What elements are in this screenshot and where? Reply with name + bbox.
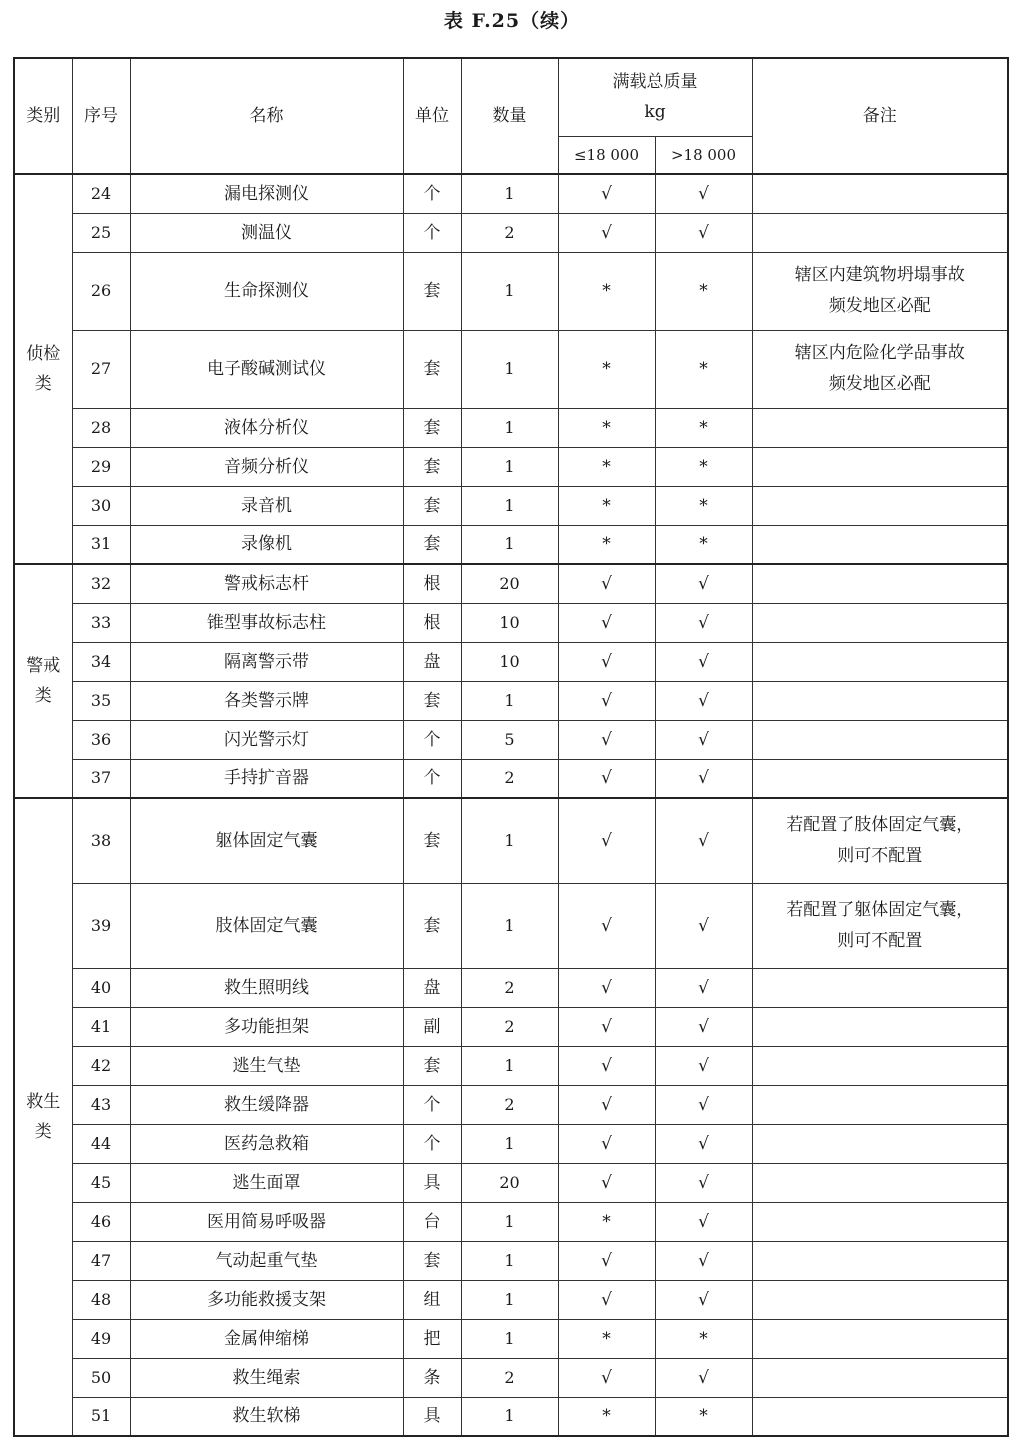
header-seq: 序号 <box>72 58 130 174</box>
note-cell <box>752 1358 1008 1397</box>
unit-cell: 套 <box>403 883 461 968</box>
seq-cell: 50 <box>72 1358 130 1397</box>
mass-le-cell: √ <box>558 642 655 681</box>
unit-cell: 具 <box>403 1397 461 1436</box>
note-cell <box>752 1202 1008 1241</box>
mass-gt-cell: * <box>655 447 752 486</box>
name-cell: 救生缓降器 <box>130 1085 403 1124</box>
mass-le-cell: √ <box>558 720 655 759</box>
mass-gt-cell: √ <box>655 564 752 603</box>
qty-cell: 1 <box>461 1319 558 1358</box>
mass-le-cell: √ <box>558 968 655 1007</box>
seq-cell: 47 <box>72 1241 130 1280</box>
qty-cell: 5 <box>461 720 558 759</box>
unit-cell: 套 <box>403 798 461 883</box>
table-row <box>14 525 1008 564</box>
header-category: 类别 <box>14 58 72 174</box>
unit-cell: 条 <box>403 1358 461 1397</box>
name-cell: 音频分析仪 <box>130 447 403 486</box>
seq-cell: 34 <box>72 642 130 681</box>
note-cell <box>752 681 1008 720</box>
unit-cell: 个 <box>403 174 461 213</box>
note-cell <box>752 968 1008 1007</box>
seq-cell: 43 <box>72 1085 130 1124</box>
note-cell <box>752 1319 1008 1358</box>
mass-gt-cell: √ <box>655 213 752 252</box>
name-cell: 闪光警示灯 <box>130 720 403 759</box>
seq-cell: 36 <box>72 720 130 759</box>
header-mass-gt: >18 000 <box>655 136 752 174</box>
seq-cell: 31 <box>72 525 130 564</box>
qty-cell: 1 <box>461 883 558 968</box>
seq-cell: 41 <box>72 1007 130 1046</box>
note-cell <box>752 447 1008 486</box>
note-cell <box>752 1124 1008 1163</box>
table-row <box>14 681 1008 720</box>
mass-le-cell: √ <box>558 1085 655 1124</box>
note-line: 则可不配置 <box>837 845 923 866</box>
note-cell <box>752 213 1008 252</box>
mass-le-cell: √ <box>558 1358 655 1397</box>
mass-gt-cell: √ <box>655 681 752 720</box>
table-row <box>14 968 1008 1007</box>
seq-cell: 48 <box>72 1280 130 1319</box>
mass-gt-cell: √ <box>655 883 752 968</box>
unit-cell: 台 <box>403 1202 461 1241</box>
unit-cell: 个 <box>403 759 461 798</box>
name-cell: 医药急救箱 <box>130 1124 403 1163</box>
qty-cell: 1 <box>461 1397 558 1436</box>
mass-gt-cell: √ <box>655 1358 752 1397</box>
seq-cell: 51 <box>72 1397 130 1436</box>
table-row <box>14 883 1008 968</box>
header-mass-unit: kg <box>644 102 666 123</box>
name-cell: 液体分析仪 <box>130 408 403 447</box>
mass-le-cell: √ <box>558 174 655 213</box>
qty-cell: 1 <box>461 486 558 525</box>
name-cell: 隔离警示带 <box>130 642 403 681</box>
name-cell: 录像机 <box>130 525 403 564</box>
mass-gt-cell: * <box>655 252 752 330</box>
mass-le-cell: √ <box>558 564 655 603</box>
table-row <box>14 759 1008 798</box>
seq-cell: 45 <box>72 1163 130 1202</box>
note-line: 若配置了躯体固定气囊， <box>786 899 974 920</box>
qty-cell: 10 <box>461 603 558 642</box>
name-cell: 测温仪 <box>130 213 403 252</box>
seq-cell: 42 <box>72 1046 130 1085</box>
mass-gt-cell: √ <box>655 759 752 798</box>
category-label-suffix: 类 <box>34 686 52 706</box>
unit-cell: 盘 <box>403 968 461 1007</box>
table-body <box>14 174 1008 1436</box>
seq-cell: 33 <box>72 603 130 642</box>
mass-gt-cell: * <box>655 1397 752 1436</box>
note-cell <box>752 759 1008 798</box>
note-cell <box>752 1397 1008 1436</box>
table-title: 表 F.25（续） <box>443 10 581 32</box>
note-line: 若配置了肢体固定气囊， <box>786 814 974 835</box>
note-cell <box>752 1163 1008 1202</box>
qty-cell: 1 <box>461 1202 558 1241</box>
mass-le-cell: * <box>558 1319 655 1358</box>
seq-cell: 39 <box>72 883 130 968</box>
mass-le-cell: √ <box>558 603 655 642</box>
seq-cell: 32 <box>72 564 130 603</box>
qty-cell: 1 <box>461 252 558 330</box>
note-cell <box>752 720 1008 759</box>
name-cell: 肢体固定气囊 <box>130 883 403 968</box>
table-row <box>14 213 1008 252</box>
table-row <box>14 1241 1008 1280</box>
category-label: 警戒 <box>26 656 61 676</box>
unit-cell: 把 <box>403 1319 461 1358</box>
note-line: 则可不配置 <box>837 930 923 951</box>
mass-le-cell: √ <box>558 213 655 252</box>
name-cell: 多功能担架 <box>130 1007 403 1046</box>
note-cell <box>752 330 1008 408</box>
unit-cell: 套 <box>403 330 461 408</box>
category-cell <box>14 798 72 1436</box>
header-mass <box>558 58 752 136</box>
mass-gt-cell: √ <box>655 1241 752 1280</box>
table-row <box>14 1319 1008 1358</box>
qty-cell: 2 <box>461 1358 558 1397</box>
mass-le-cell: √ <box>558 1007 655 1046</box>
equipment-table <box>13 57 1009 1437</box>
mass-gt-cell: √ <box>655 1124 752 1163</box>
qty-cell: 20 <box>461 564 558 603</box>
note-line: 频发地区必配 <box>828 374 931 394</box>
name-cell: 电子酸碱测试仪 <box>130 330 403 408</box>
table-row <box>14 798 1008 883</box>
qty-cell: 1 <box>461 330 558 408</box>
mass-le-cell: √ <box>558 1046 655 1085</box>
unit-cell: 根 <box>403 603 461 642</box>
table-row <box>14 720 1008 759</box>
mass-gt-cell: √ <box>655 603 752 642</box>
note-cell <box>752 564 1008 603</box>
unit-cell: 套 <box>403 1241 461 1280</box>
note-line: 辖区内建筑物坍塌事故 <box>794 265 965 285</box>
note-cell <box>752 1046 1008 1085</box>
mass-gt-cell: √ <box>655 642 752 681</box>
seq-cell: 30 <box>72 486 130 525</box>
name-cell: 躯体固定气囊 <box>130 798 403 883</box>
seq-cell: 46 <box>72 1202 130 1241</box>
unit-cell: 套 <box>403 1046 461 1085</box>
mass-le-cell: √ <box>558 1163 655 1202</box>
mass-le-cell: √ <box>558 1124 655 1163</box>
unit-cell: 组 <box>403 1280 461 1319</box>
name-cell: 救生照明线 <box>130 968 403 1007</box>
seq-cell: 35 <box>72 681 130 720</box>
note-cell <box>752 252 1008 330</box>
note-line: 辖区内危险化学品事故 <box>794 343 965 363</box>
note-cell <box>752 1241 1008 1280</box>
unit-cell: 个 <box>403 1124 461 1163</box>
qty-cell: 2 <box>461 1007 558 1046</box>
name-cell: 警戒标志杆 <box>130 564 403 603</box>
qty-cell: 1 <box>461 525 558 564</box>
table-row <box>14 408 1008 447</box>
category-cell <box>14 174 72 564</box>
header-note: 备注 <box>752 58 1008 174</box>
qty-cell: 1 <box>461 1124 558 1163</box>
mass-le-cell: * <box>558 408 655 447</box>
name-cell: 各类警示牌 <box>130 681 403 720</box>
unit-cell: 副 <box>403 1007 461 1046</box>
seq-cell: 38 <box>72 798 130 883</box>
note-cell <box>752 1085 1008 1124</box>
unit-cell: 套 <box>403 525 461 564</box>
mass-gt-cell: * <box>655 408 752 447</box>
mass-gt-cell: √ <box>655 1163 752 1202</box>
mass-le-cell: √ <box>558 759 655 798</box>
seq-cell: 40 <box>72 968 130 1007</box>
mass-le-cell: √ <box>558 798 655 883</box>
note-cell <box>752 408 1008 447</box>
mass-le-cell: * <box>558 330 655 408</box>
name-cell: 医用简易呼吸器 <box>130 1202 403 1241</box>
qty-cell: 10 <box>461 642 558 681</box>
note-cell <box>752 1280 1008 1319</box>
qty-cell: 1 <box>461 1280 558 1319</box>
name-cell: 生命探测仪 <box>130 252 403 330</box>
qty-cell: 2 <box>461 759 558 798</box>
seq-cell: 27 <box>72 330 130 408</box>
category-label: 侦检 <box>26 344 61 364</box>
mass-le-cell: √ <box>558 1241 655 1280</box>
seq-cell: 29 <box>72 447 130 486</box>
name-cell: 救生绳索 <box>130 1358 403 1397</box>
note-cell <box>752 486 1008 525</box>
qty-cell: 1 <box>461 798 558 883</box>
header-qty: 数量 <box>461 58 558 174</box>
note-cell <box>752 798 1008 883</box>
table-row <box>14 252 1008 330</box>
name-cell: 气动起重气垫 <box>130 1241 403 1280</box>
mass-le-cell: √ <box>558 1280 655 1319</box>
table-row <box>14 174 1008 213</box>
unit-cell: 盘 <box>403 642 461 681</box>
qty-cell: 1 <box>461 1241 558 1280</box>
unit-cell: 套 <box>403 408 461 447</box>
name-cell: 漏电探测仪 <box>130 174 403 213</box>
qty-cell: 1 <box>461 174 558 213</box>
unit-cell: 个 <box>403 720 461 759</box>
seq-cell: 49 <box>72 1319 130 1358</box>
table-row <box>14 603 1008 642</box>
name-cell: 录音机 <box>130 486 403 525</box>
qty-cell: 1 <box>461 1046 558 1085</box>
table-row <box>14 1397 1008 1436</box>
mass-gt-cell: * <box>655 486 752 525</box>
note-cell <box>752 642 1008 681</box>
qty-cell: 1 <box>461 408 558 447</box>
table-header <box>14 58 1008 174</box>
table-row <box>14 1046 1008 1085</box>
mass-gt-cell: * <box>655 1319 752 1358</box>
note-cell <box>752 1007 1008 1046</box>
mass-le-cell: √ <box>558 883 655 968</box>
name-cell: 锥型事故标志柱 <box>130 603 403 642</box>
note-cell <box>752 883 1008 968</box>
table-row <box>14 1202 1008 1241</box>
header-mass-le: ≤18 000 <box>558 136 655 174</box>
table-row <box>14 486 1008 525</box>
mass-gt-cell: √ <box>655 798 752 883</box>
table-row <box>14 1163 1008 1202</box>
mass-gt-cell: * <box>655 330 752 408</box>
unit-cell: 套 <box>403 486 461 525</box>
name-cell: 逃生面罩 <box>130 1163 403 1202</box>
table-row <box>14 564 1008 603</box>
unit-cell: 套 <box>403 252 461 330</box>
name-cell: 金属伸缩梯 <box>130 1319 403 1358</box>
table-row <box>14 1358 1008 1397</box>
mass-gt-cell: √ <box>655 1007 752 1046</box>
mass-le-cell: * <box>558 1202 655 1241</box>
header-name: 名称 <box>130 58 403 174</box>
unit-cell: 个 <box>403 213 461 252</box>
note-cell <box>752 174 1008 213</box>
seq-cell: 28 <box>72 408 130 447</box>
seq-cell: 26 <box>72 252 130 330</box>
category-label-suffix: 类 <box>34 1122 52 1142</box>
table-row <box>14 1280 1008 1319</box>
qty-cell: 2 <box>461 1085 558 1124</box>
mass-le-cell: * <box>558 447 655 486</box>
unit-cell: 套 <box>403 681 461 720</box>
header-unit: 单位 <box>403 58 461 174</box>
category-label-suffix: 类 <box>34 374 52 394</box>
header-mass-label: 满载总质量 <box>612 72 698 93</box>
table-row <box>14 1085 1008 1124</box>
name-cell: 逃生气垫 <box>130 1046 403 1085</box>
mass-gt-cell: √ <box>655 1046 752 1085</box>
qty-cell: 20 <box>461 1163 558 1202</box>
name-cell: 多功能救援支架 <box>130 1280 403 1319</box>
category-cell <box>14 564 72 798</box>
mass-le-cell: * <box>558 1397 655 1436</box>
note-cell <box>752 603 1008 642</box>
mass-gt-cell: √ <box>655 1085 752 1124</box>
unit-cell: 具 <box>403 1163 461 1202</box>
qty-cell: 2 <box>461 213 558 252</box>
mass-le-cell: * <box>558 525 655 564</box>
note-line: 频发地区必配 <box>828 296 931 316</box>
seq-cell: 44 <box>72 1124 130 1163</box>
seq-cell: 25 <box>72 213 130 252</box>
mass-gt-cell: √ <box>655 1280 752 1319</box>
note-cell <box>752 525 1008 564</box>
table-row <box>14 447 1008 486</box>
mass-gt-cell: √ <box>655 1202 752 1241</box>
unit-cell: 个 <box>403 1085 461 1124</box>
unit-cell: 根 <box>403 564 461 603</box>
qty-cell: 1 <box>461 447 558 486</box>
mass-gt-cell: √ <box>655 720 752 759</box>
mass-le-cell: * <box>558 252 655 330</box>
table-row <box>14 1124 1008 1163</box>
unit-cell: 套 <box>403 447 461 486</box>
name-cell: 手持扩音器 <box>130 759 403 798</box>
seq-cell: 37 <box>72 759 130 798</box>
table-row <box>14 330 1008 408</box>
category-label: 救生 <box>26 1092 61 1112</box>
mass-le-cell: √ <box>558 681 655 720</box>
table-row <box>14 1007 1008 1046</box>
table-row <box>14 642 1008 681</box>
mass-gt-cell: √ <box>655 968 752 1007</box>
mass-le-cell: * <box>558 486 655 525</box>
name-cell: 救生软梯 <box>130 1397 403 1436</box>
qty-cell: 1 <box>461 681 558 720</box>
qty-cell: 2 <box>461 968 558 1007</box>
seq-cell: 24 <box>72 174 130 213</box>
mass-gt-cell: √ <box>655 174 752 213</box>
mass-gt-cell: * <box>655 525 752 564</box>
